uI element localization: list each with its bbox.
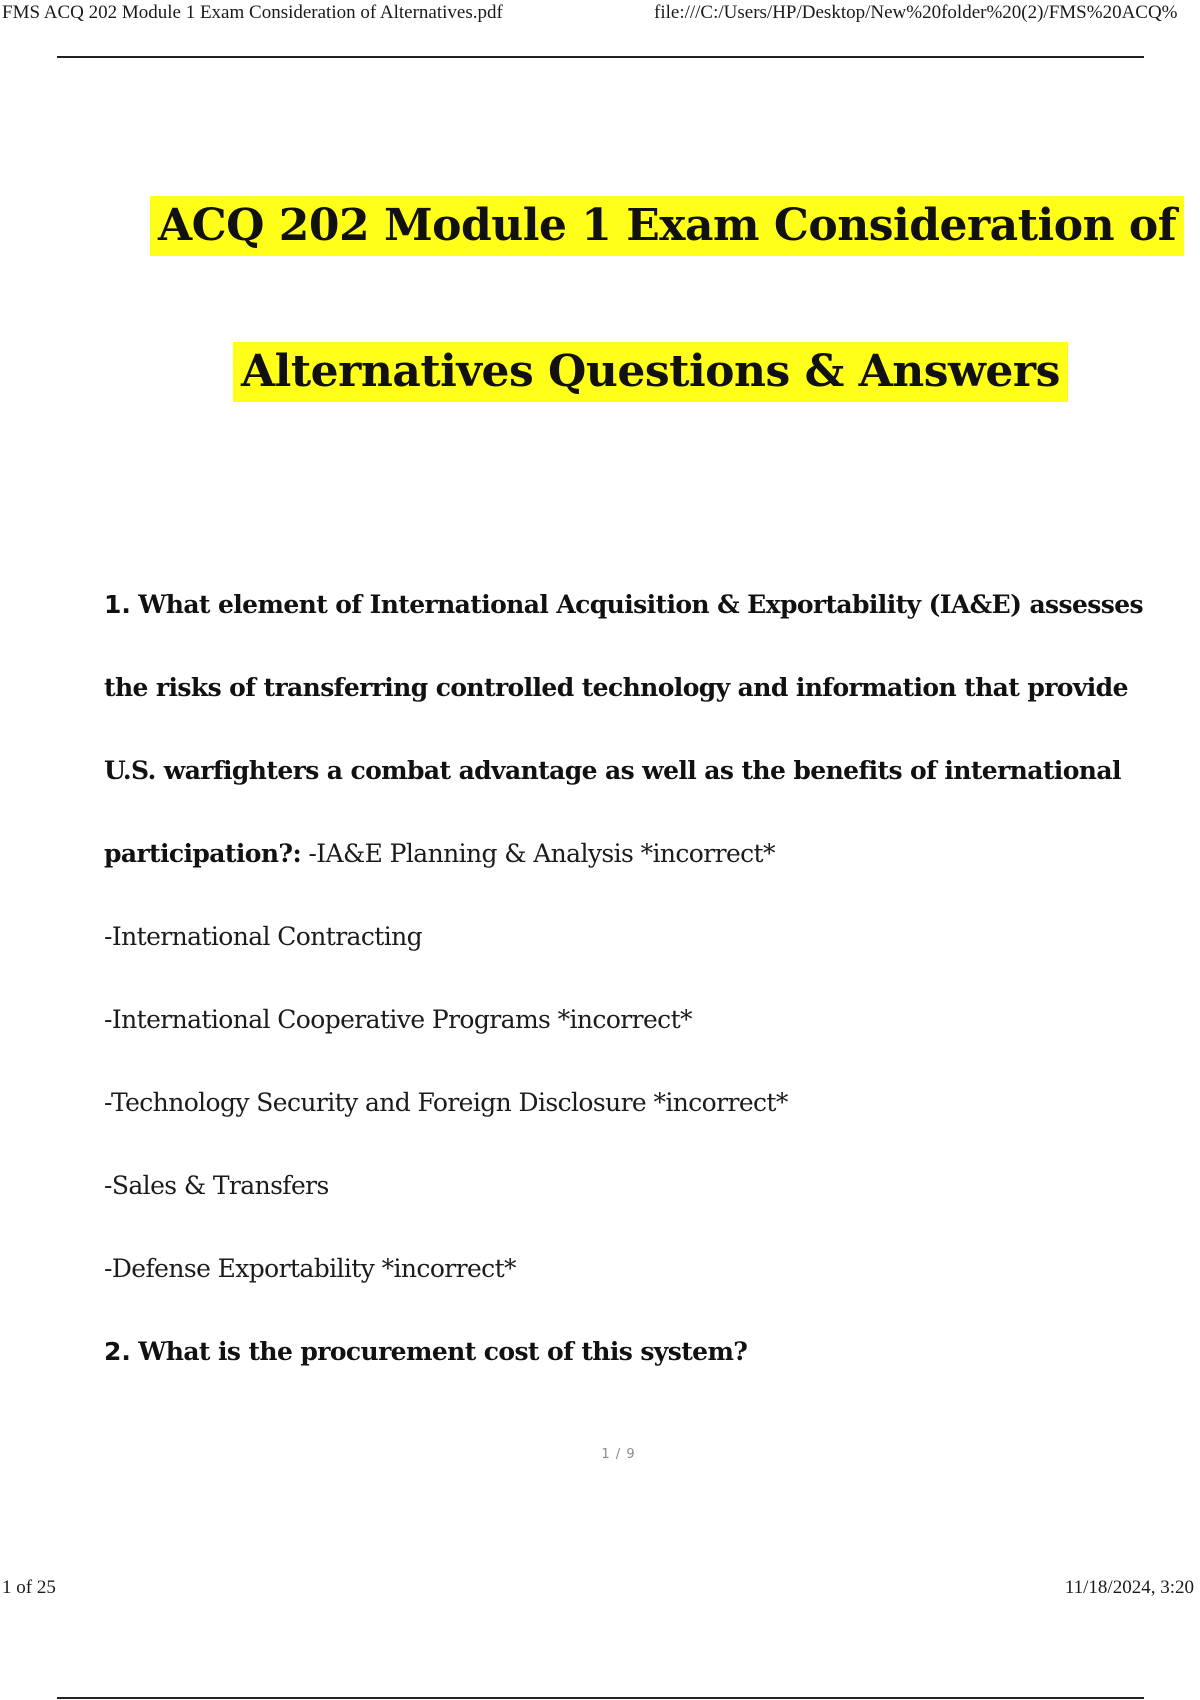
print-header-file-path: file:///C:/Users/HP/Desktop/New%20folder%20(2)/FMS%20ACQ% (654, 2, 1178, 23)
question-1-text-line-4: participation?: (104, 839, 302, 868)
print-footer-page-count: 1 of 25 (2, 1577, 56, 1598)
title-line-1: ACQ 202 Module 1 Exam Consideration of (150, 196, 1184, 256)
header-divider (57, 56, 1144, 58)
page-indicator: 1 / 9 (601, 1447, 636, 1462)
question-1-answer-4: -Technology Security and Foreign Disclosure *incorrect* (104, 1088, 788, 1117)
footer-divider (57, 1697, 1144, 1699)
question-1-answer-5: -Sales & Transfers (104, 1171, 329, 1200)
question-2-text: What is the procurement cost of this system? (138, 1337, 748, 1366)
question-1-text-line-3: U.S. warfighters a combat advantage as well as the benefits of international (104, 756, 1121, 785)
question-1-answer-2: -International Contracting (104, 922, 422, 951)
title-line-2: Alternatives Questions & Answers (233, 342, 1068, 402)
question-1-line-4 (104, 839, 775, 868)
question-1-answer-6: -Defense Exportability *incorrect* (104, 1254, 516, 1283)
question-2 (104, 1337, 747, 1366)
question-2-number: 2. (104, 1337, 131, 1366)
question-1-answer-1: -IA&E Planning & Analysis *incorrect* (301, 839, 775, 868)
question-1-number: 1. (104, 590, 131, 619)
question-1-text-line-1: What element of International Acquisition & Exportability (IA&E) assesses (138, 590, 1144, 619)
question-1-line-1 (104, 590, 1143, 619)
question-1-answer-3: -International Cooperative Programs *incorrect* (104, 1005, 692, 1034)
print-header (0, 0, 1200, 28)
question-1-text-line-2: the risks of transferring controlled technology and information that provide (104, 673, 1128, 702)
print-header-document-name: FMS ACQ 202 Module 1 Exam Consideration of Alternatives.pdf (2, 2, 503, 23)
print-footer-timestamp: 11/18/2024, 3:20 (1064, 1577, 1194, 1598)
